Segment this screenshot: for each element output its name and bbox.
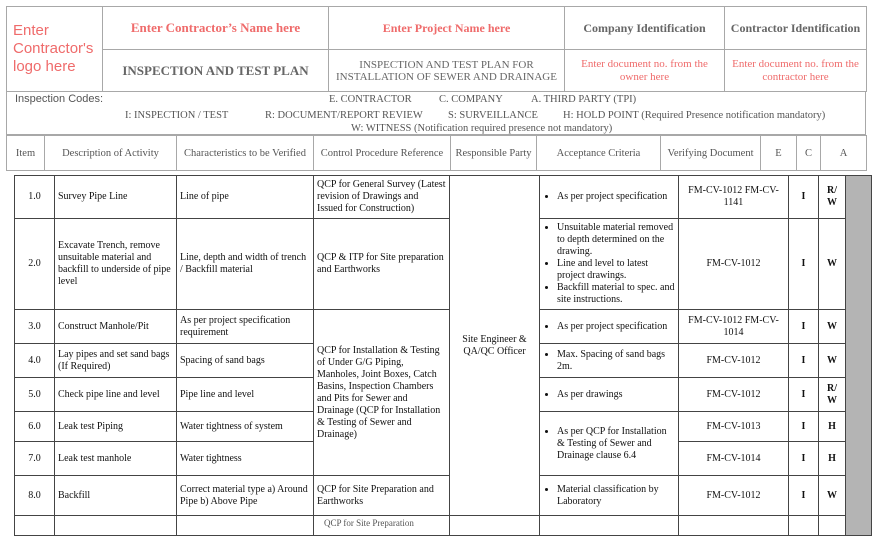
row-description: Leak test manhole bbox=[55, 442, 177, 476]
col-description: Description of Activity bbox=[45, 136, 177, 171]
row-description: Leak test Piping bbox=[55, 412, 177, 442]
row-acceptance bbox=[540, 219, 679, 310]
row-description: Backfill bbox=[55, 476, 177, 516]
row-item: 1.0 bbox=[15, 176, 55, 219]
row-c: W bbox=[819, 476, 846, 516]
table-row bbox=[15, 219, 872, 310]
acceptance-item: • Material classification by Laboratory bbox=[557, 484, 675, 508]
acceptance-item: • As per QCP for Installation & Testing of Sewer and Drainage clause 6.4 bbox=[557, 426, 675, 462]
acceptance-item: • As per drawings bbox=[557, 389, 675, 401]
table-row bbox=[15, 176, 872, 219]
row-description: Excavate Trench, remove unsuitable material and backfill to underside of pipe level bbox=[55, 219, 177, 310]
row-description: Check pipe line and level bbox=[55, 378, 177, 412]
company-id-label: Company Identification bbox=[565, 7, 725, 50]
itp-table bbox=[14, 175, 872, 536]
row-item: 7.0 bbox=[15, 442, 55, 476]
responsible-party: Site Engineer & QA/QC Officer bbox=[450, 176, 540, 516]
row-item: 2.0 bbox=[15, 219, 55, 310]
row-document: FM-CV-1014 bbox=[679, 442, 789, 476]
acceptance-item: • Unsuitable material removed to depth determined on the drawing. bbox=[557, 222, 675, 258]
col-document: Verifying Document bbox=[661, 136, 761, 171]
row-document: FM-CV-1012 bbox=[679, 344, 789, 378]
row-characteristics: Pipe line and level bbox=[177, 378, 314, 412]
col-responsible: Responsible Party bbox=[451, 136, 537, 171]
row-item: 8.0 bbox=[15, 476, 55, 516]
row-document: FM-CV-1012 FM-CV-1141 bbox=[679, 176, 789, 219]
logo-placeholder[interactable]: Enter Contractor's logo here bbox=[7, 7, 103, 92]
row-characteristics: Spacing of sand bags bbox=[177, 344, 314, 378]
row-characteristics: Line, depth and width of trench / Backfill material bbox=[177, 219, 314, 310]
row-description: Survey Pipe Line bbox=[55, 176, 177, 219]
row-characteristics: Line of pipe bbox=[177, 176, 314, 219]
row-acceptance bbox=[540, 344, 679, 378]
row-c: W bbox=[819, 219, 846, 310]
contractor-id-label: Contractor Identification bbox=[725, 7, 867, 50]
col-item: Item bbox=[7, 136, 45, 171]
code-r: R: DOCUMENT/REPORT REVIEW bbox=[265, 110, 423, 121]
table-row-partial bbox=[15, 516, 872, 536]
plan-title: INSPECTION AND TEST PLAN bbox=[103, 50, 329, 92]
col-acceptance: Acceptance Criteria bbox=[537, 136, 661, 171]
code-h: H: HOLD POINT (Required Presence notification mandatory) bbox=[563, 110, 826, 121]
row-procedure: QCP & ITP for Site preparation and Earthworks bbox=[314, 219, 450, 310]
row-item: 5.0 bbox=[15, 378, 55, 412]
contractor-name[interactable]: Enter Contractor’s Name here bbox=[103, 7, 329, 50]
row-acceptance bbox=[540, 378, 679, 412]
row-description: Construct Manhole/Pit bbox=[55, 310, 177, 344]
row-c: H bbox=[819, 442, 846, 476]
acceptance-item: • Line and level to latest project drawings. bbox=[557, 258, 675, 282]
header-table bbox=[6, 6, 867, 92]
row-e: I bbox=[789, 344, 819, 378]
row-document: FM-CV-1012 bbox=[679, 476, 789, 516]
row-acceptance-merged bbox=[540, 412, 679, 476]
row-characteristics: As per project specification requirement bbox=[177, 310, 314, 344]
plan-subject: INSPECTION AND TEST PLAN FOR INSTALLATION OF SEWER AND DRAINAGE bbox=[329, 50, 565, 92]
row-characteristics: Water tightness bbox=[177, 442, 314, 476]
row-description: Lay pipes and set sand bags (If Required) bbox=[55, 344, 177, 378]
row-e: I bbox=[789, 219, 819, 310]
row-document: FM-CV-1012 bbox=[679, 378, 789, 412]
code-w: W: WITNESS (Notification required presence not mandatory) bbox=[351, 123, 613, 134]
row-e: I bbox=[789, 442, 819, 476]
row-e: I bbox=[789, 476, 819, 516]
codes-label: Inspection Codes: bbox=[15, 93, 104, 105]
row-item: 4.0 bbox=[15, 344, 55, 378]
row-procedure-merged: QCP for Installation & Testing of Under G/G Piping, Manholes, Joint Boxes, Catch Basins, Inspection Chambers and Pits for Sewer and Drainage (QCP for Installation & Testing of Sewer and Drainage) bbox=[314, 310, 450, 476]
row-e: I bbox=[789, 176, 819, 219]
row-document: FM-CV-1013 bbox=[679, 412, 789, 442]
row-c: W bbox=[819, 344, 846, 378]
col-c: C bbox=[797, 136, 821, 171]
code-e: E. CONTRACTOR bbox=[329, 94, 412, 105]
row-e: I bbox=[789, 412, 819, 442]
project-name[interactable]: Enter Project Name here bbox=[329, 7, 565, 50]
row-c: R/ W bbox=[819, 378, 846, 412]
row-characteristics: Water tightness of system bbox=[177, 412, 314, 442]
row-e: I bbox=[789, 378, 819, 412]
table-row bbox=[15, 476, 872, 516]
row-e: I bbox=[789, 310, 819, 344]
row-procedure: QCP for Site Preparation and Earthworks bbox=[314, 476, 450, 516]
code-i: I: INSPECTION / TEST bbox=[125, 110, 229, 121]
row-item: 3.0 bbox=[15, 310, 55, 344]
row-document: FM-CV-1012 FM-CV-1014 bbox=[679, 310, 789, 344]
col-characteristics: Characteristics to be Verified bbox=[177, 136, 314, 171]
row-document: FM-CV-1012 bbox=[679, 219, 789, 310]
row-procedure: QCP for General Survey (Latest revision of Drawings and Issued for Construction) bbox=[314, 176, 450, 219]
row-characteristics: Correct material type a) Around Pipe b) Above Pipe bbox=[177, 476, 314, 516]
acceptance-item: • Max. Spacing of sand bags 2m. bbox=[557, 349, 675, 373]
code-c: C. COMPANY bbox=[439, 94, 503, 105]
col-a: A bbox=[821, 136, 867, 171]
row-item: 6.0 bbox=[15, 412, 55, 442]
code-a: A. THIRD PARTY (TPI) bbox=[531, 94, 637, 105]
row-c: W bbox=[819, 310, 846, 344]
col-a-shading bbox=[846, 176, 872, 536]
table-row bbox=[15, 310, 872, 344]
row-procedure: QCP for Site Preparation bbox=[314, 516, 450, 536]
row-acceptance bbox=[540, 176, 679, 219]
row-acceptance bbox=[540, 476, 679, 516]
row-c: H bbox=[819, 412, 846, 442]
row-c: R/ W bbox=[819, 176, 846, 219]
acceptance-item: • As per project specification bbox=[557, 321, 675, 333]
col-procedure: Control Procedure Reference bbox=[314, 136, 451, 171]
column-header-table bbox=[6, 135, 867, 171]
row-acceptance bbox=[540, 310, 679, 344]
contractor-id-value[interactable]: Enter document no. from the contractor here bbox=[725, 50, 867, 92]
acceptance-item: • As per project specification bbox=[557, 191, 675, 203]
inspection-codes bbox=[6, 91, 866, 135]
col-e: E bbox=[761, 136, 797, 171]
acceptance-item: • Backfill material to spec. and site instructions. bbox=[557, 282, 675, 306]
company-id-value[interactable]: Enter document no. from the owner here bbox=[565, 50, 725, 92]
code-s: S: SURVEILLANCE bbox=[448, 110, 538, 121]
